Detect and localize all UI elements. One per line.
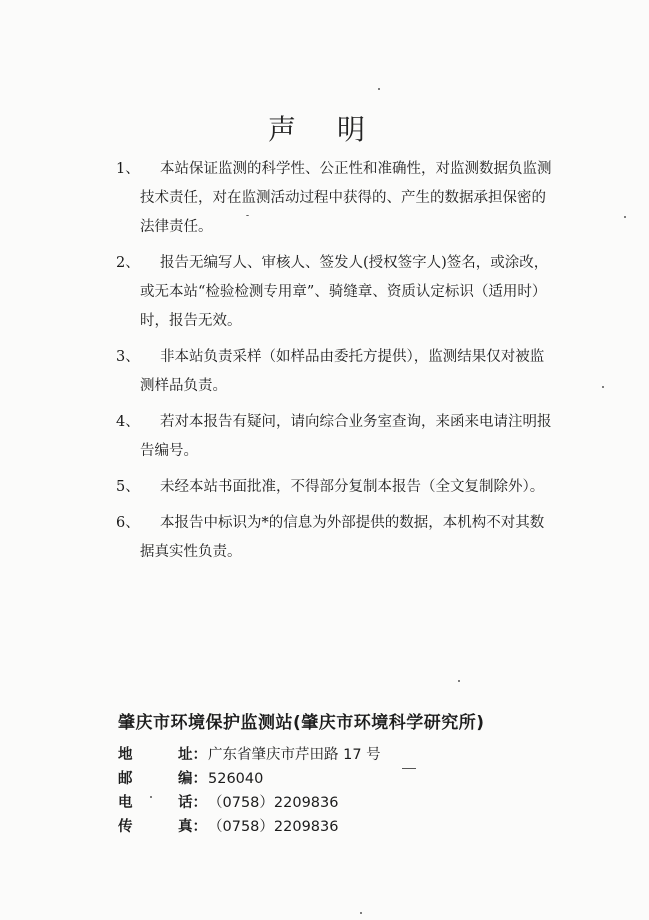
clause-item (100, 408, 590, 466)
contact-value: 526040 (208, 771, 264, 787)
contact-address (118, 743, 381, 764)
contact-label: 邮 (118, 771, 133, 787)
contact-label: 地 (118, 747, 133, 763)
clause-number: 5、 (116, 479, 140, 495)
contact-value: 广东省肇庆市芹田路 17 号 (208, 747, 381, 763)
contact-label-suffix: 话： (178, 795, 207, 811)
scan-speck (378, 88, 380, 90)
page-title: 声 明 (268, 113, 381, 146)
scan-speck (360, 912, 362, 914)
contact-label: 电 (118, 795, 133, 811)
scan-speck (624, 216, 626, 218)
contact-label-suffix: 址： (178, 747, 207, 763)
clause-text: 本站保证监测的科学性、公正性和准确性，对监测数据负监测 技术责任，对在监测活动过程中获得的、产生的数据承担保密的 法律责任。 (140, 161, 552, 235)
clause-list (100, 155, 590, 574)
clause-item (100, 249, 590, 336)
scan-speck (246, 215, 249, 216)
clause-number: 4、 (116, 414, 140, 430)
contact-postcode (118, 767, 263, 788)
contact-value: （0758）2209836 (208, 819, 339, 835)
clause-item (100, 155, 590, 242)
contact-phone (118, 791, 338, 812)
scan-speck (402, 768, 416, 769)
clause-text: 非本站负责采样（如样品由委托方提供），监测结果仅对被监 测样品负责。 (140, 349, 545, 394)
clause-text: 未经本站书面批准，不得部分复制本报告（全文复制除外）。 (160, 479, 545, 495)
contact-label-suffix: 编： (178, 771, 207, 787)
organization-name: 肇庆市环境保护监测站(肇庆市环境科学研究所) (118, 713, 485, 733)
clause-number: 3、 (116, 349, 140, 365)
clause-item (100, 473, 590, 502)
contact-fax (118, 815, 338, 836)
clause-text: 报告无编写人、审核人、签发人(授权签字人)签名，或涂改， 或无本站“检验检测专用章”、骑缝章、资质认定标识（适用时） 时，报告无效。 (140, 255, 549, 329)
contact-label-suffix: 真： (178, 819, 207, 835)
clause-number: 2、 (116, 255, 140, 271)
clause-number: 1、 (116, 161, 140, 177)
scan-speck (458, 680, 460, 682)
clause-item (100, 343, 590, 401)
scan-speck (150, 796, 152, 798)
contact-value: （0758）2209836 (208, 795, 339, 811)
scan-speck (602, 386, 604, 388)
clause-text: 本报告中标识为*的信息为外部提供的数据，本机构不对其数 据真实性负责。 (140, 515, 545, 560)
contact-label: 传 (118, 819, 133, 835)
clause-text: 若对本报告有疑问，请向综合业务室查询，来函来电请注明报 告编号。 (140, 414, 552, 459)
clause-number: 6、 (116, 515, 140, 531)
clause-item (100, 509, 590, 567)
